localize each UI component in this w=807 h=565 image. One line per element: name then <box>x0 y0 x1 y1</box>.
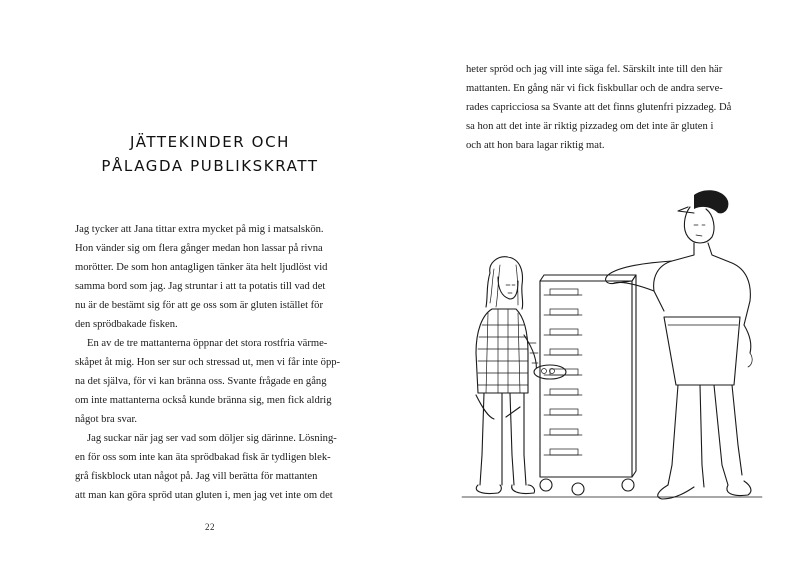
text-line: och att hon bara lagar riktig mat. <box>466 140 605 151</box>
text-line: En av de tre mattanterna öppnar det stora rostfria värme- <box>87 338 328 349</box>
illustration <box>432 185 772 510</box>
text-line: morötter. De som hon antagligen tänker äta helt ljudlöst vid <box>75 262 328 273</box>
page-number: 22 <box>205 522 215 532</box>
text-line: nu är de bestämt sig för att ge oss som är gluten istället för <box>75 300 324 311</box>
text-line: na det själva, för vi kan bränna oss. Svante frågade en gång <box>75 376 327 387</box>
lunch-lady-icon <box>606 190 753 499</box>
text-line: heter spröd och jag vill inte säga fel. Särskilt inte till den här <box>466 64 723 75</box>
left-body-text <box>75 220 345 505</box>
chapter-title-line: PÅLAGDA PUBLIKSKRATT <box>101 157 319 175</box>
text-line: att man kan göra spröd utan gluten i, men jag vet inte om det <box>75 490 333 501</box>
text-line: något bra svar. <box>75 414 138 425</box>
text-line: den sprödbakade fisken. <box>75 319 178 330</box>
chapter-title <box>60 130 360 178</box>
text-line: Hon vänder sig om flera gånger medan hon lassar på rivna <box>75 243 323 254</box>
illustration-drawing <box>432 185 772 510</box>
text-line: Jag suckar när jag ser vad som döljer sig därinne. Lösning- <box>87 433 337 444</box>
chapter-title-line: JÄTTEKINDER OCH <box>129 133 291 151</box>
text-line: grå fiskblock utan något på. Jag vill berätta för mattanten <box>75 471 318 482</box>
left-page <box>0 0 403 565</box>
text-line: rades capricciosa sa Svante att det finns glutenfri pizzadeg. Då <box>466 102 732 113</box>
right-page <box>404 0 807 565</box>
text-line: om inte mattanterna också kunde bränna sig, men fick aldrig <box>75 395 332 406</box>
text-line: mattanten. En gång när vi fick fiskbullar och de andra serve- <box>466 83 723 94</box>
text-line: skåpet åt mig. Hon ser sur och stressad ut, men vi får inte öpp- <box>75 357 341 368</box>
text-line: Jag tycker att Jana tittar extra mycket på mig i matsalskön. <box>75 224 324 235</box>
text-line: sa hon att det inte är riktig pizzadeg om det inte är gluten i <box>466 121 714 132</box>
text-line: en för oss som inte kan äta sprödbakad fisk är tydligen blek- <box>75 452 331 463</box>
right-body-text <box>466 60 738 155</box>
text-line: samma bord som jag. Jag struntar i att ta potatis till vad det <box>75 281 326 292</box>
food-trolley-icon <box>540 275 636 495</box>
